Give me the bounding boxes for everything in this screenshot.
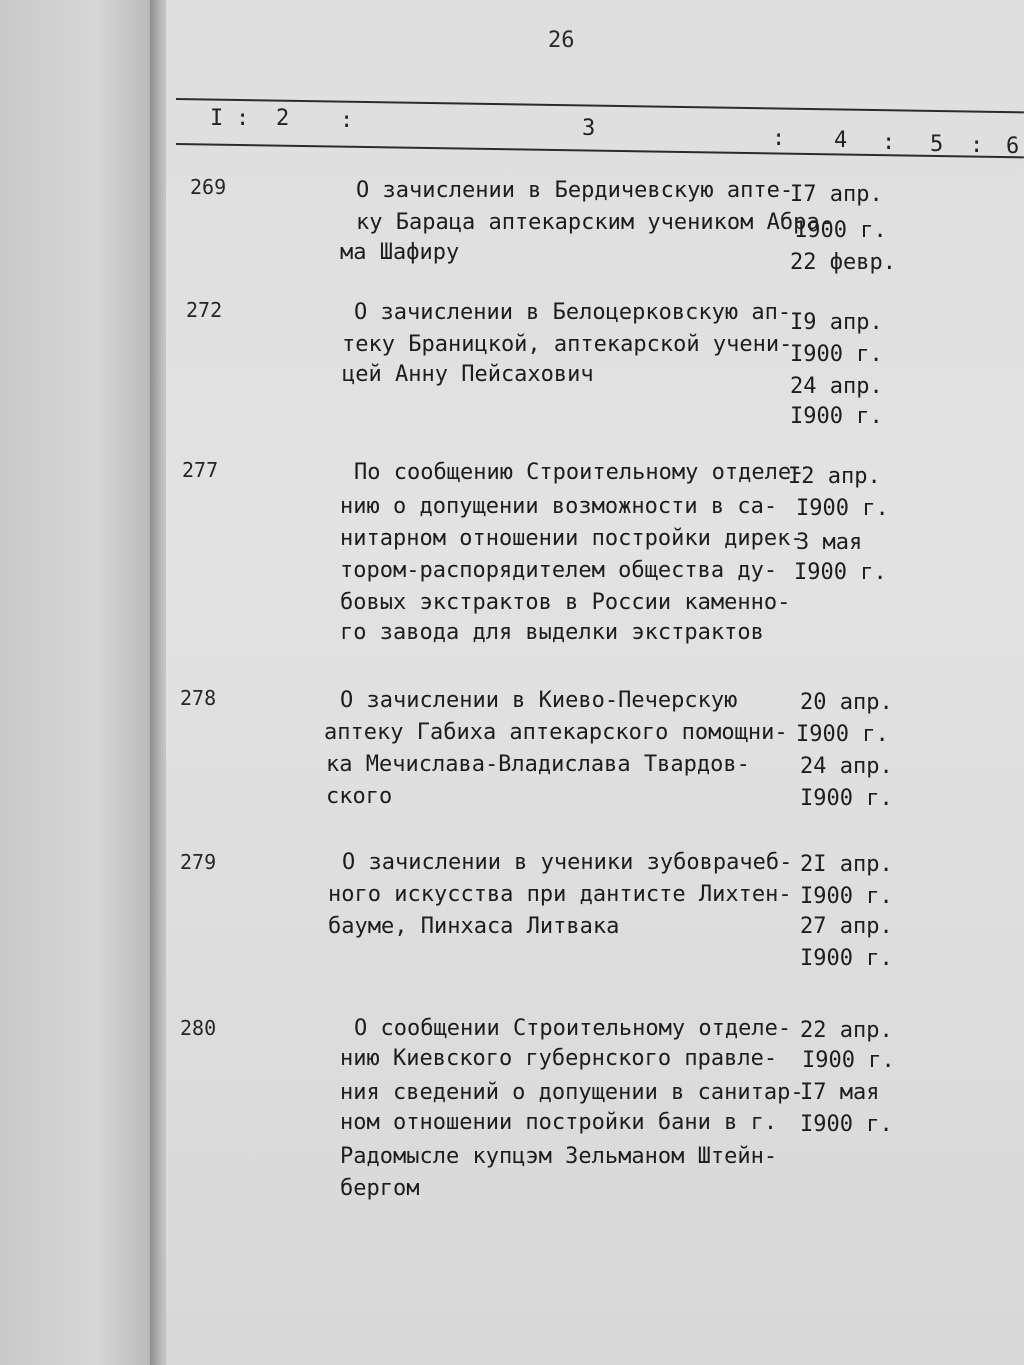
column-separator: :	[970, 133, 984, 158]
entry-date: I7 апр.	[790, 182, 883, 207]
entry-date: 27 апр.	[800, 914, 893, 939]
column-header-6: 6	[1006, 134, 1020, 159]
entry-text-line: О зачислении в Киево-Печерскую	[340, 688, 738, 713]
entry-text-line: О зачислении в Бердичевскую апте-	[356, 178, 794, 203]
entry-date: I900 г.	[800, 946, 893, 971]
column-header-1: I	[210, 106, 224, 131]
entry-date: 3 мая	[796, 530, 863, 555]
entry-text-line: ма Шафиру	[340, 240, 460, 265]
entry-text-line: ку Бараца аптекарским учеником Абра-	[356, 210, 833, 235]
entry-number: 269	[190, 175, 227, 199]
entry-text-line: цей Анну Пейсахович	[342, 362, 594, 387]
entry-date: 1900 г.	[794, 218, 887, 243]
entry-text-line: аптеку Габиха аптекарского помощни-	[324, 720, 788, 745]
entry-number: 280	[180, 1016, 217, 1040]
column-header-3: 3	[582, 116, 596, 141]
entry-date: I900 г.	[790, 404, 883, 429]
left-page-edge	[0, 0, 160, 1365]
column-header-2: 2	[276, 106, 290, 131]
column-separator: :	[772, 126, 786, 151]
entry-text-line: го завода для выделки экстрактов	[340, 620, 764, 645]
column-separator: :	[236, 106, 250, 131]
column-separator: :	[882, 130, 896, 155]
entry-text-line: тором-распорядителем общества ду-	[340, 558, 778, 583]
entry-date: I9 апр.	[790, 310, 883, 335]
entry-date: I900 г.	[800, 884, 893, 909]
entry-date: I900 г.	[802, 1048, 895, 1073]
entry-text-line: нию Киевского губернского правле-	[340, 1046, 778, 1071]
entry-text-line: теку Браницкой, аптекарской учени-	[342, 332, 793, 357]
entry-text-line: ского	[326, 784, 393, 809]
entry-text-line: нитарном отношении постройки дирек-	[340, 526, 804, 551]
entry-number: 279	[180, 850, 217, 874]
entry-text-line: О сообщении Строительному отделе-	[354, 1016, 792, 1041]
entry-date: 22 апр.	[800, 1018, 893, 1043]
column-header-4: 4	[834, 128, 848, 153]
entry-date: I2 апр.	[788, 464, 881, 489]
entry-date: I900 г.	[794, 560, 887, 585]
page-number: 26	[548, 28, 575, 53]
entry-text-line: По сообщению Строительному отделе-	[354, 460, 805, 485]
entry-text-line: ном отношении постройки бани в г.	[340, 1110, 778, 1135]
entry-date: 24 апр.	[800, 754, 893, 779]
entry-text-line: бауме, Пинхаса Литвака	[328, 914, 620, 939]
entry-text-line: ния сведений о допущении в санитар-	[340, 1080, 804, 1105]
entry-date: I900 г.	[800, 1112, 893, 1137]
entry-text-line: ного искусства при дантисте Лихтен-	[328, 882, 792, 907]
entry-date: I7 мая	[800, 1080, 880, 1105]
entry-date: 22 февр.	[790, 250, 896, 275]
entry-date: I900 г.	[796, 722, 889, 747]
entry-date: 2I апр.	[800, 852, 893, 877]
entry-text-line: О зачислении в ученики зубоврачеб-	[342, 850, 793, 875]
entry-text-line: бергом	[340, 1176, 420, 1201]
column-header-5: 5	[930, 132, 944, 157]
entry-date: I900 г.	[800, 786, 893, 811]
entry-text-line: Радомысле купцэм Зельманом Штейн-	[340, 1144, 778, 1169]
entry-number: 278	[180, 686, 217, 710]
entry-text-line: О зачислении в Белоцерковскую ап-	[354, 300, 792, 325]
column-separator: :	[340, 108, 354, 133]
entry-date: 24 апр.	[790, 374, 883, 399]
entry-text-line: бовых экстрактов в России каменно-	[340, 590, 791, 615]
entry-date: I900 г.	[790, 342, 883, 367]
entry-date: I900 г.	[796, 496, 889, 521]
entry-number: 277	[182, 458, 219, 482]
entry-text-line: ка Мечислава-Владислава Твардов-	[326, 752, 750, 777]
entry-number: 272	[186, 298, 223, 322]
entry-text-line: нию о допущении возможности в са-	[340, 494, 778, 519]
entry-date: 20 апр.	[800, 690, 893, 715]
